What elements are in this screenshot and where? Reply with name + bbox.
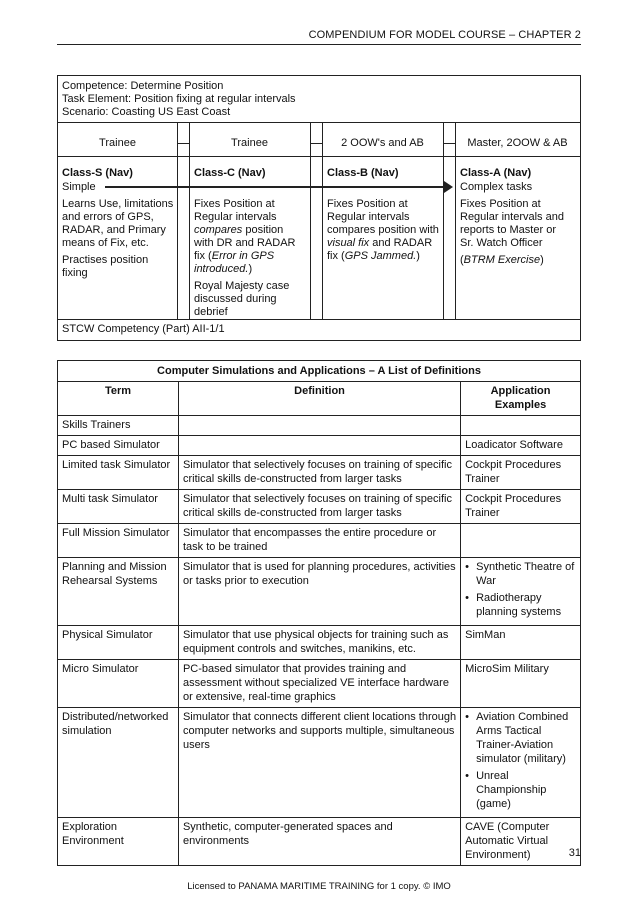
class-a-body [460,198,580,271]
text-line: (BTRM Exercise) [460,254,544,266]
term-cell: Exploration Environment [58,818,179,866]
application-examples-cell: MicroSim Military [461,660,581,708]
table-row [58,436,581,456]
application-examples-cell [461,708,581,818]
text-line: Practises position [62,254,149,266]
divider [58,122,580,123]
text-line: introduced.) [194,263,253,275]
header-application-examples: Application Examples [461,382,581,416]
term-cell: Distributed/networked simulation [58,708,179,818]
table-caption: Computer Simulations and Applications – A List of Definitions [58,361,581,382]
table-header-row [58,382,581,416]
example-bullet [465,560,576,588]
header-definition: Definition [178,382,460,416]
term-cell: Micro Simulator [58,660,179,708]
application-examples-cell: Cockpit Procedures Trainer [461,490,581,524]
table-row [58,456,581,490]
connector-tick [310,143,322,144]
table-row [58,626,581,660]
divider [58,319,580,320]
text-line: discussed during [194,293,277,305]
definition-cell [178,436,460,456]
bullet-text: Unreal Championship (game) [476,770,547,810]
body-paragraph [460,254,580,267]
task-element-label: Task Element: Position fixing at regular intervals [62,93,296,105]
connector-tick [177,143,189,144]
class-s-label: Class-S (Nav) [62,167,133,179]
text-line: reports to Master or [460,224,556,236]
text-line: Regular intervals [194,211,277,223]
definition-cell: Synthetic, computer-generated spaces and environments [178,818,460,866]
body-paragraph [460,198,580,250]
text-line: Royal Majesty case [194,280,290,292]
column-separator [310,122,311,319]
definition-cell: Simulator that encompasses the entire procedure or task to be trained [178,524,460,558]
term-cell: Multi task Simulator [58,490,179,524]
complex-tasks-label: Complex tasks [460,181,533,193]
table-row [58,708,581,818]
text-line: compares position with [327,224,439,236]
table-row [58,490,581,524]
body-paragraph [62,254,177,280]
definition-cell: Simulator that connects different client locations through computer networks and supports multiple, simultaneous users [178,708,460,818]
definition-cell: Simulator that selectively focuses on training of specific critical skills de-constructed from larger tasks [178,490,460,524]
arrow-head-icon [444,181,453,193]
text-line: and errors of GPS, [62,211,154,223]
term-cell: Planning and Mission Rehearsal Systems [58,558,179,626]
text-line: RADAR, and Primary [62,224,166,236]
application-examples-cell: SimMan [461,626,581,660]
body-paragraph [62,198,177,250]
term-cell: Full Mission Simulator [58,524,179,558]
application-examples-cell: CAVE (Computer Automatic Virtual Environment) [461,818,581,866]
scenario-label: Scenario: Coasting US East Coast [62,106,231,118]
text-line: fix (Error in GPS [194,250,275,262]
text-line: Regular intervals and [460,211,564,223]
table-row [58,818,581,866]
term-cell: Limited task Simulator [58,456,179,490]
bullet-icon: • [465,561,469,573]
class-s-body [62,198,177,284]
competence-label: Competence: Determine Position [62,80,224,92]
table-row [58,660,581,708]
example-bullet [465,591,576,619]
table-row [58,524,581,558]
column-title-trainee: Trainee [99,137,136,149]
progression-arrow [105,186,445,188]
text-line: Fixes Position at [194,198,275,210]
definition-cell [178,416,460,436]
class-b-body [327,198,443,267]
definition-cell: Simulator that is used for planning procedures, activities or tasks prior to execution [178,558,460,626]
column-title-master: Master, 2OOW & AB [467,137,568,149]
column-separator [322,122,323,319]
simple-label: Simple [62,181,96,193]
competence-box [57,75,581,341]
application-examples-cell: Loadicator Software [461,436,581,456]
text-line: Fixes Position at [327,198,408,210]
definition-cell: PC-based simulator that provides training and assessment without specialized VE interface hardware or extensive, real-time graphics [178,660,460,708]
term-cell: Skills Trainers [58,416,179,436]
license-footer: Licensed to PANAMA MARITIME TRAINING for 1 copy. © IMO [187,881,451,892]
page-header-title: COMPENDIUM FOR MODEL COURSE – CHAPTER 2 [308,29,581,41]
term-cell: PC based Simulator [58,436,179,456]
term-cell: Physical Simulator [58,626,179,660]
header-term: Term [58,382,179,416]
text-line: means of Fix, etc. [62,237,149,249]
column-separator [455,122,456,319]
competence-heading [62,80,296,119]
divider [58,156,580,157]
table-row [58,558,581,626]
column-separator [177,122,178,319]
connector-tick [443,143,455,144]
text-line: Sr. Watch Officer [460,237,543,249]
table-row [58,416,581,436]
text-line: Learns Use, limitations [62,198,174,210]
example-bullet [465,710,576,766]
class-c-body [194,198,310,323]
text-line: fix (GPS Jammed.) [327,250,420,262]
application-examples-cell [461,524,581,558]
bullet-icon: • [465,711,469,723]
bullet-text: Radiotherapy planning systems [476,592,562,618]
class-b-label: Class-B (Nav) [327,167,399,179]
bullet-icon: • [465,592,469,604]
text-line: Fixes Position at [460,198,541,210]
body-paragraph [327,198,443,263]
definition-cell: Simulator that selectively focuses on training of specific critical skills de-constructed from larger tasks [178,456,460,490]
example-bullet [465,769,576,811]
definition-cell: Simulator that use physical objects for training such as equipment controls and switches, manikins, etc. [178,626,460,660]
column-separator [189,122,190,319]
page-number: 31 [568,847,581,859]
class-c-label: Class-C (Nav) [194,167,266,179]
bullet-text: Aviation Combined Arms Tactical Trainer-Aviation simulator (military) [476,711,569,765]
text-line: debrief [194,306,228,318]
stcw-competency-label: STCW Competency (Part) AII-1/1 [62,323,225,335]
class-a-label: Class-A (Nav) [460,167,532,179]
column-separator [443,122,444,319]
column-title-oow: 2 OOW's and AB [341,137,424,149]
application-examples-cell [461,416,581,436]
text-line: fixing [62,267,88,279]
definitions-table [57,360,581,866]
text-line: Regular intervals [327,211,410,223]
bullet-text: Synthetic Theatre of War [476,561,575,587]
bullet-icon: • [465,770,469,782]
column-title-trainee-2: Trainee [231,137,268,149]
application-examples-cell: Cockpit Procedures Trainer [461,456,581,490]
text-line: compares position [194,224,284,236]
body-paragraph [194,280,310,319]
text-line: with DR and RADAR [194,237,296,249]
text-line: visual fix and RADAR [327,237,433,249]
header-rule [57,44,581,45]
body-paragraph [194,198,310,276]
table-caption-row [58,361,581,382]
application-examples-cell [461,558,581,626]
